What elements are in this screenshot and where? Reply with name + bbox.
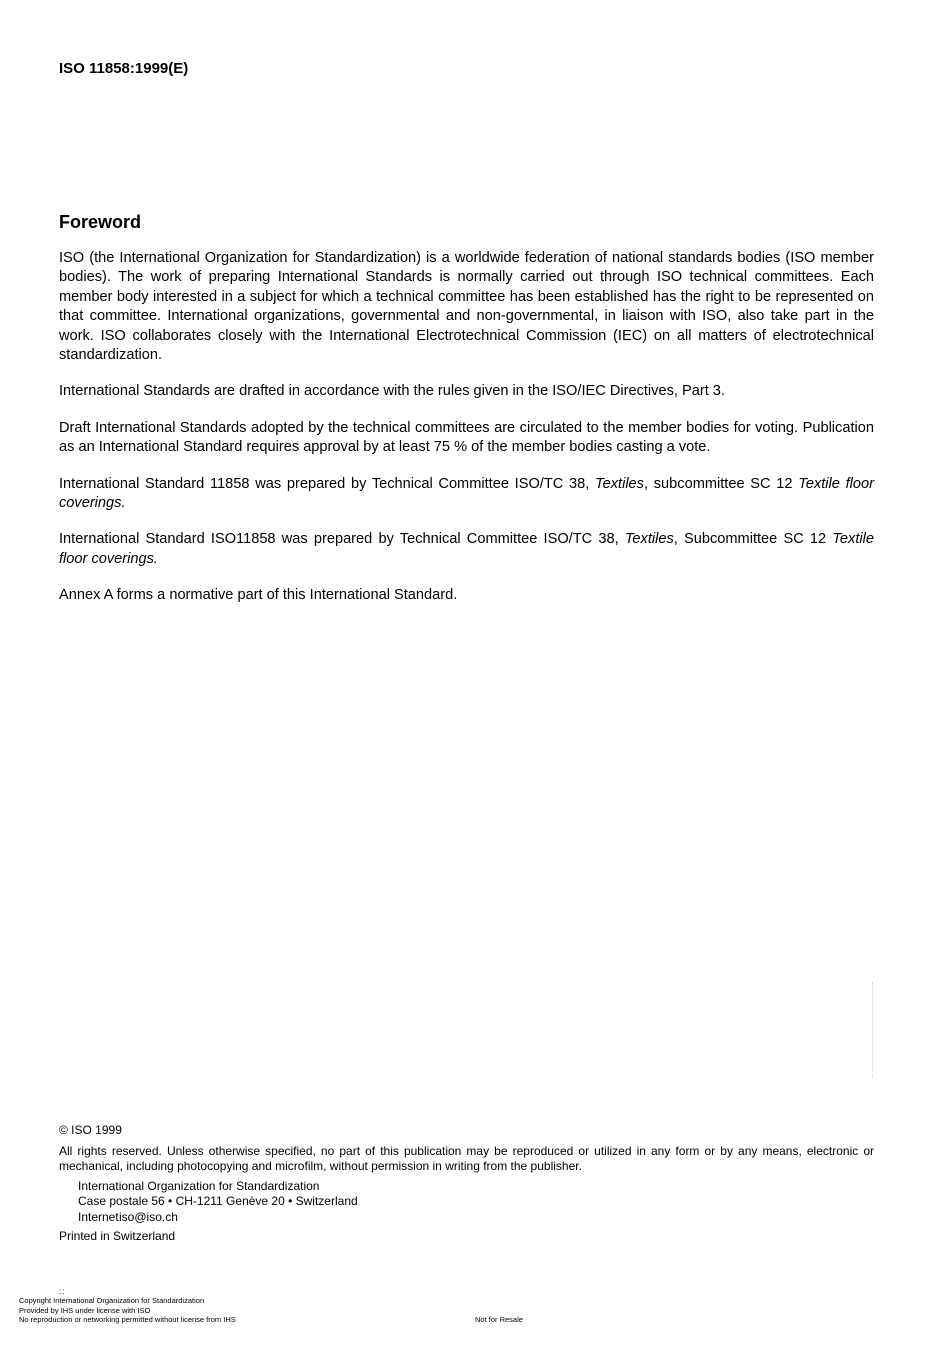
p4-floor-coverings: Textile floor coverings.	[59, 475, 874, 512]
publisher-address	[59, 1179, 874, 1226]
printed-in: Printed in Switzerland	[59, 1229, 176, 1243]
p5-floor-coverings: Textile floor coverings.	[59, 531, 874, 567]
footer-line-3: No reproduction or networking permitted without license from IHS	[19, 1315, 236, 1324]
rights-notice: All rights reserved. Unless otherwise specified, no part of this publication may be reproduced or utilized in any form or by any means, electronic or mechanical, including photocopying and microfilm, without permission in writing from the publisher.	[59, 1143, 874, 1173]
license-footer	[19, 1288, 236, 1325]
footer-line-2: Provided by IHS under license with ISO	[19, 1305, 151, 1315]
internet-email: iso@iso.ch	[119, 1209, 178, 1224]
foreword-paragraph-5	[59, 530, 874, 569]
document-id: ISO 11858:1999(E)	[59, 60, 189, 77]
p4-textiles: Textiles	[595, 475, 644, 492]
foreword-heading: Foreword	[59, 212, 142, 232]
p5-textiles: Textiles	[624, 531, 674, 548]
publisher-internet	[78, 1210, 874, 1226]
p5-text-c: , Subcommittee SC 12	[673, 531, 833, 548]
copyright-block	[59, 1123, 874, 1245]
not-for-resale: Not for Resale	[475, 1315, 523, 1324]
p5-text-a: International Standard ISO11858 was prepared by Technical Committee ISO/TC 38,	[59, 531, 625, 548]
foreword-paragraph-6: Annex A forms a normative part of this International Standard.	[59, 587, 458, 604]
foreword-paragraph-4	[59, 475, 874, 514]
watermark-dotted-line	[872, 982, 875, 1078]
internet-label: Internet	[78, 1209, 119, 1224]
foreword-paragraph-1: ISO (the International Organization for Standardization) is a worldwide federation of national standards bodies (ISO member bodies). The work of preparing International Standards is normally carried out through ISO technical committees. Each member body interested in a subject for which a technical committee has been established has the right to be represented on that committee. International organizations, governmental and non-governmental, in liaison with ISO, also take part in the work. ISO collaborates closely with the International Electrotechnical Commission (IEC) on all matters of electrotechnical standardization.	[59, 250, 874, 364]
publisher-org: International Organization for Standardization	[78, 1178, 320, 1193]
foreword-paragraph-3: Draft International Standards adopted by the technical committees are circulated to the member bodies for voting. Publication as an International Standard requires approval by at least 75 % of the member bodies casting a vote.	[59, 419, 874, 456]
p4-text-c: , subcommittee SC 12	[643, 475, 799, 492]
p4-text-a: International Standard 11858 was prepared by Technical Committee ISO/TC 38,	[59, 475, 596, 492]
footer-line-1: Copyright International Organization for Standardization	[19, 1296, 205, 1305]
foreword-paragraph-2: International Standards are drafted in accordance with the rules given in the ISO/IEC Directives, Part 3.	[59, 383, 725, 400]
copyright-line: © ISO 1999	[59, 1123, 122, 1137]
foreword-body	[59, 249, 874, 623]
footer-marks: ::	[59, 1287, 66, 1296]
publisher-postal: Case postale 56 • CH-1211 Genève 20 • Switzerland	[78, 1194, 358, 1208]
